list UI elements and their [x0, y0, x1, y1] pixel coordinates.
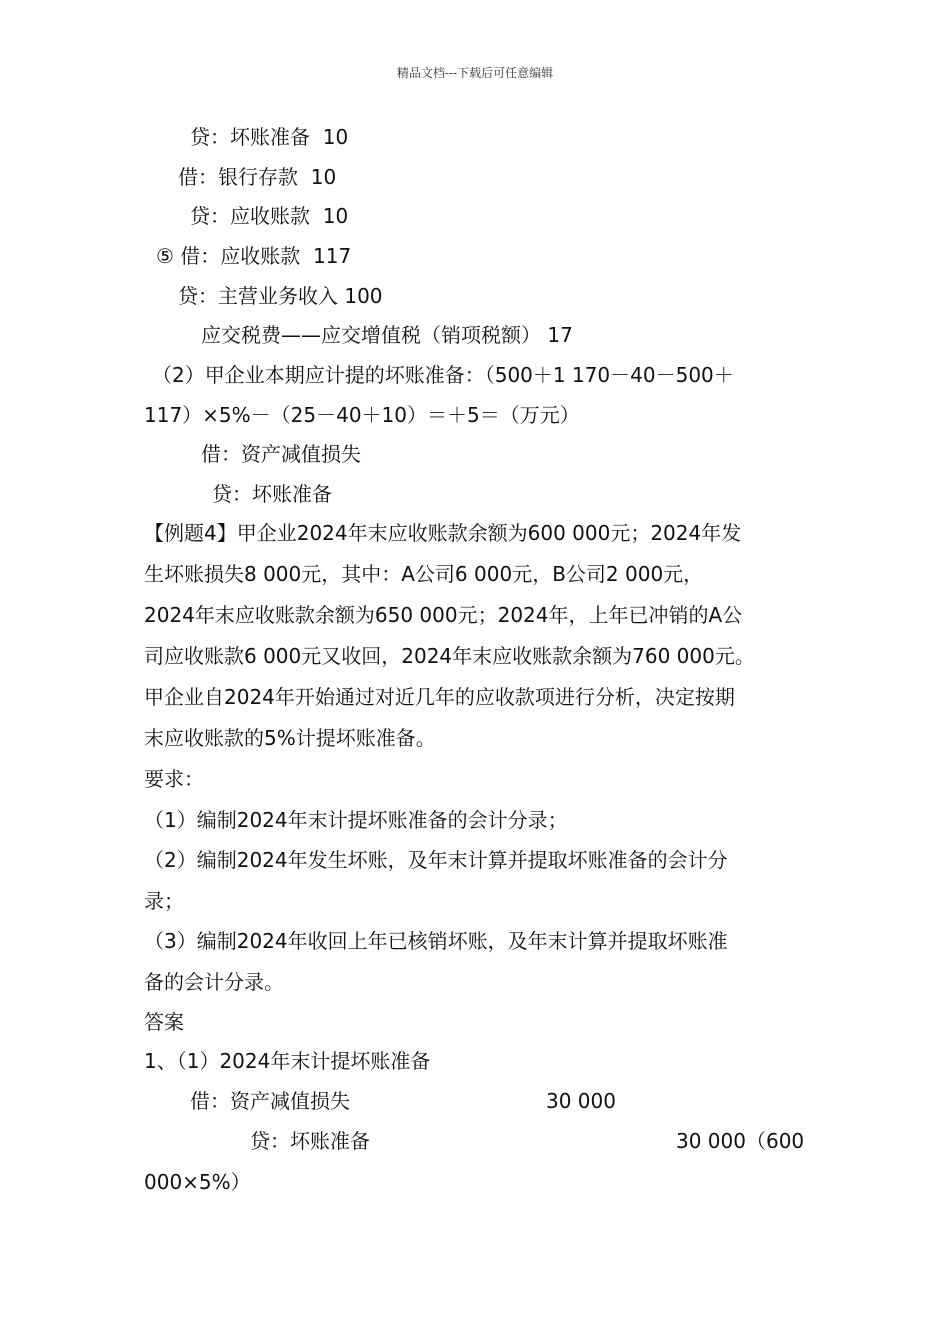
answer-credit-amount-cont: 000×5%） — [144, 1170, 251, 1194]
paragraph-line: 117）×5%－（25－40＋10）＝＋5＝（万元） — [144, 403, 580, 427]
paragraph-line: 2024年末应收账款余额为650 000元；2024年，上年已冲销的A公 — [144, 603, 743, 627]
entry-5-debit-accounts-receivable: ⑤ 借：应收账款 117 — [156, 244, 352, 268]
entry-credit-vat-output: 应交税费——应交增值税（销项税额） 17 — [201, 323, 573, 347]
requirement-2: （2）编制2024年发生坏账，及年末计算并提取坏账准备的会计分 — [144, 848, 728, 872]
page-header: 精品文档---下载后可任意编辑 — [396, 66, 554, 80]
requirement-3: （3）编制2024年收回上年已核销坏账，及年末计算并提取坏账准 — [144, 929, 728, 953]
paragraph-line: （2）甲企业本期应计提的坏账准备：（500＋1 170－40－500＋ — [152, 363, 734, 387]
entry-credit-bad-debt-reserve: 贷：坏账准备 10 — [190, 125, 349, 149]
entry-credit-bad-debt-reserve: 贷：坏账准备 — [212, 482, 332, 506]
requirement-2-cont: 录； — [144, 889, 184, 913]
paragraph-line: 甲企业自2024年开始通过对近几年的应收款项进行分析，决定按期 — [144, 685, 735, 709]
answer-debit-amount: 30 000 — [546, 1089, 616, 1113]
requirement-3-cont: 备的会计分录。 — [144, 970, 284, 994]
answer-debit-impairment-loss: 借：资产减值损失 — [190, 1089, 350, 1113]
example-4-title: 【例题4】甲企业2024年末应收账款余额为600 000元；2024年发 — [144, 521, 742, 545]
paragraph-line: 生坏账损失8 000元，其中：A公司6 000元，B公司2 000元， — [144, 562, 704, 586]
paragraph-line: 司应收账款6 000元又收回，2024年末应收账款余额为760 000元。 — [144, 644, 755, 668]
entry-debit-impairment-loss: 借：资产减值损失 — [201, 442, 361, 466]
entry-credit-accounts-receivable: 贷：应收账款 10 — [190, 204, 349, 228]
entry-debit-bank-deposit: 借：银行存款 10 — [178, 165, 337, 189]
answer-heading: 答案 — [144, 1010, 184, 1034]
entry-credit-main-revenue: 贷：主营业务收入 100 — [178, 284, 383, 308]
answer-credit-amount: 30 000（600 — [676, 1129, 805, 1153]
answer-credit-bad-debt-reserve: 贷：坏账准备 — [250, 1129, 370, 1153]
requirements-heading: 要求： — [144, 767, 204, 791]
requirement-1: （1）编制2024年末计提坏账准备的会计分录； — [144, 808, 568, 832]
answer-1-heading: 1、（1）2024年末计提坏账准备 — [144, 1049, 431, 1073]
paragraph-line: 末应收账款的5%计提坏账准备。 — [144, 726, 436, 750]
